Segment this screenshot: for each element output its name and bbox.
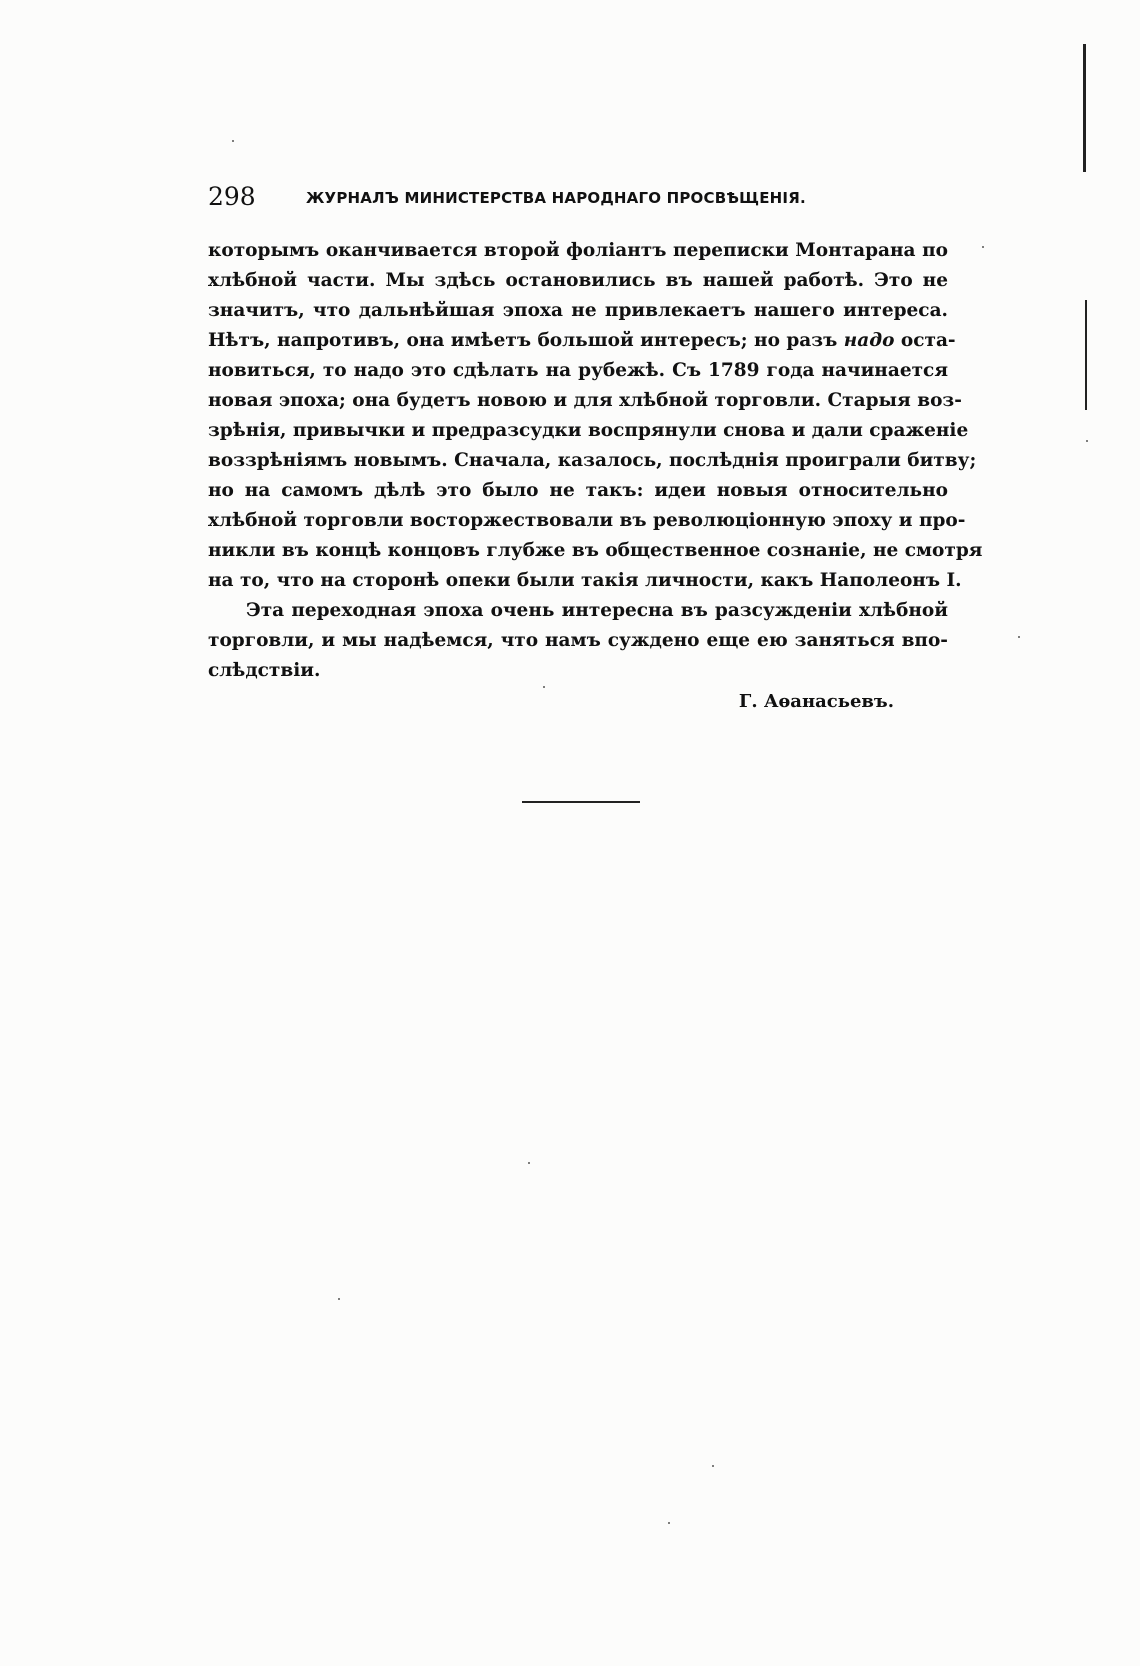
scan-speck [528, 1162, 530, 1164]
scan-edge-mark [1083, 44, 1086, 172]
text-fragment: Нѣтъ, напротивъ, она имѣетъ большой интересъ; но разъ [208, 330, 838, 351]
italic-word: надо [843, 330, 895, 351]
scan-speck [338, 1298, 340, 1300]
text-line: воззрѣніямъ новымъ. Сначала, казалось, послѣднія проиграли битву; [208, 450, 977, 471]
text-line: которымъ оканчивается второй фоліантъ переписки Монтарана по [208, 240, 948, 261]
text-line: хлѣбной части. Мы здѣсь остановились въ нашей работѣ. Это не [208, 270, 948, 291]
text-line: значитъ, что дальнѣйшая эпоха не привлекаетъ нашего интереса. [208, 300, 948, 321]
text-line: на то, что на сторонѣ опеки были такія личности, какъ Наполеонъ I. [208, 570, 962, 591]
text-line: новиться, то надо это сдѣлать на рубежѣ. Съ 1789 года начинается [208, 360, 948, 381]
text-fragment: оста- [900, 330, 956, 351]
running-head [208, 182, 948, 212]
scan-speck [712, 1465, 714, 1467]
scan-speck [1018, 636, 1020, 638]
article-body [208, 236, 983, 686]
text-line: слѣдствіи. [208, 660, 321, 681]
scan-edge-mark [1085, 300, 1087, 410]
author-signature: Г. Аѳанасьевъ. [738, 691, 894, 712]
text-line: торговли, и мы надѣемся, что намъ суждено еще ею заняться впо- [208, 630, 948, 651]
scan-speck [543, 686, 545, 688]
scan-speck [982, 246, 984, 248]
text-line: никли въ концѣ концовъ глубже въ общественное сознаніе, не смотря [208, 540, 983, 561]
text-line: хлѣбной торговли восторжествовали въ революціонную эпоху и про- [208, 510, 966, 531]
text-line: новая эпоха; она будетъ новою и для хлѣбной торговли. Старыя воз- [208, 390, 962, 411]
scan-speck [232, 140, 234, 142]
text-line: зрѣнія, привычки и предразсудки воспрянули снова и дали сраженіе [208, 420, 969, 441]
text-line: но на самомъ дѣлѣ это было не такъ: идеи новыя относительно [208, 480, 948, 501]
journal-title: ЖУРНАЛЪ МИНИСТЕРСТВА НАРОДНАГО ПРОСВѢЩЕНІЯ. [306, 189, 806, 207]
scan-speck [1086, 440, 1088, 442]
page-number: 298 [208, 182, 256, 211]
scan-speck [668, 1522, 670, 1524]
text-line [208, 326, 956, 356]
end-rule [522, 801, 640, 803]
text-line: Эта переходная эпоха очень интересна въ разсужденіи хлѣбной [246, 600, 948, 621]
